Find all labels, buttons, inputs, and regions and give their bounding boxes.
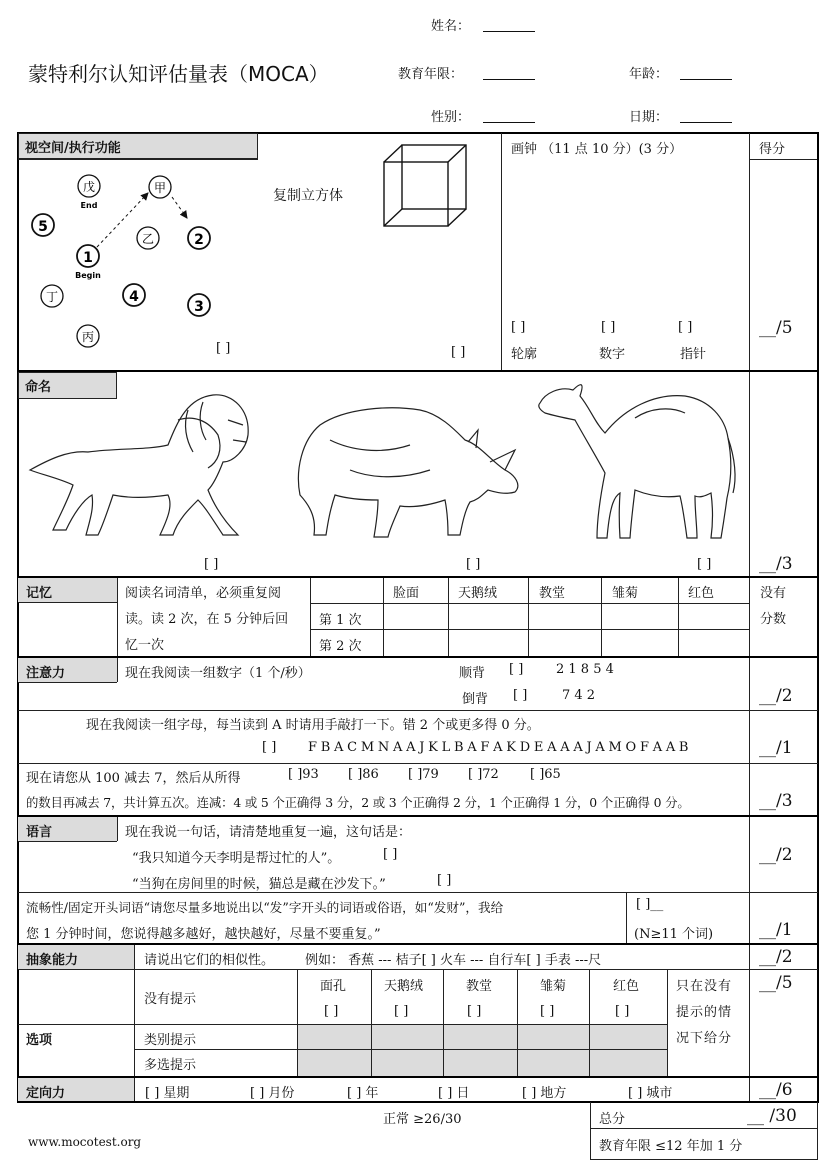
svg-text:乙: 乙 xyxy=(141,232,155,246)
recall-word-4: 雏菊 xyxy=(540,979,567,994)
multiple-hint: 多选提示 xyxy=(144,1058,197,1073)
normal-range: 正常 ≥26/30 xyxy=(383,1112,462,1127)
name-field[interactable] xyxy=(483,14,535,32)
memory-trial-1: 第 1 次 xyxy=(319,613,362,628)
memory-word-4: 雏菊 xyxy=(612,586,639,601)
fluency-score: __/1 xyxy=(759,920,793,940)
memory-no-score-2: 分数 xyxy=(760,612,787,627)
category-hint: 类别提示 xyxy=(144,1033,197,1048)
memory-word-5: 红色 xyxy=(688,586,715,601)
svg-text:3: 3 xyxy=(194,299,204,315)
recall-check-1[interactable]: [ ] xyxy=(324,1004,339,1019)
forward-label: 顺背 xyxy=(459,666,486,681)
sex-label: 性别： xyxy=(431,110,471,125)
serial7-line2: 的数目再减去 7，共计算五次。连减：4 或 5 个正确得 3 分，2 或 3 个正确得 2 分，1 个正确得 1 分，0 个正确得 0 分。 xyxy=(26,795,690,810)
age-label: 年龄： xyxy=(629,67,669,82)
sentence-1: “我只知道今天李明是帮过忙的人”。 xyxy=(132,851,341,866)
hint-shaded-area xyxy=(298,1025,667,1076)
svg-text:5: 5 xyxy=(38,219,48,235)
fluency-line2: 您 1 分钟时间，您说得越多越好，越快越好，尽量不要重复。” xyxy=(26,927,381,942)
orient-year[interactable]: [ ] 年 xyxy=(347,1086,379,1101)
letters-score: __/1 xyxy=(759,738,793,758)
memory-word-2: 天鹅绒 xyxy=(458,586,498,601)
svg-text:End: End xyxy=(80,201,98,210)
recall-note-3: 况下给分 xyxy=(676,1031,733,1046)
total-score: __ /30 xyxy=(747,1106,797,1126)
section-orientation: 定向力 xyxy=(26,1086,66,1101)
page-title: 蒙特利尔认知评估量表（MOCA） xyxy=(28,62,329,86)
section-abstraction: 抽象能力 xyxy=(26,953,79,968)
camel-image xyxy=(535,378,740,548)
serial7-86[interactable]: [ ]86 xyxy=(348,767,379,782)
fluency-check[interactable]: [ ]__ xyxy=(636,897,664,912)
recall-note-1: 只在没有 xyxy=(676,979,733,994)
section-language: 语言 xyxy=(26,825,53,840)
clock-item-hands: 指针 xyxy=(680,347,707,362)
section-visuospatial: 视空间/执行功能 xyxy=(18,133,258,159)
clock-check-hands[interactable]: [ ] xyxy=(678,320,693,335)
clock-check-contour[interactable]: [ ] xyxy=(511,320,526,335)
abstraction-example: 例如： 香蕉 --- 桔子[ ] 火车 --- 自行车[ ] 手表 ---尺 xyxy=(305,953,602,968)
letters-check[interactable]: [ ] xyxy=(262,740,277,755)
abstraction-instruction: 请说出它们的相似性。 xyxy=(144,953,275,968)
orient-day[interactable]: [ ] 星期 xyxy=(145,1086,190,1101)
fluency-note: (N≥11 个词) xyxy=(634,927,714,942)
section-memory: 记忆 xyxy=(26,586,53,601)
recall-word-1: 面孔 xyxy=(320,979,347,994)
clock-check-numbers[interactable]: [ ] xyxy=(601,320,616,335)
repeat-score: __/2 xyxy=(759,845,793,865)
forward-check[interactable]: [ ] xyxy=(509,662,524,677)
clock-item-contour: 轮廓 xyxy=(511,347,538,362)
serial7-line1: 现在请您从 100 减去 7，然后从所得 xyxy=(26,771,241,786)
trail-making-test xyxy=(22,165,252,360)
education-label: 教育年限： xyxy=(398,67,464,82)
visuospatial-score: __/5 xyxy=(759,318,793,338)
age-field[interactable] xyxy=(680,62,732,80)
serial7-79[interactable]: [ ]79 xyxy=(408,767,439,782)
recall-check-2[interactable]: [ ] xyxy=(394,1004,409,1019)
memory-instruction-2: 读。读 2 次，在 5 分钟后回 xyxy=(125,612,289,627)
orient-date[interactable]: [ ] 日 xyxy=(438,1086,470,1101)
svg-text:丙: 丙 xyxy=(81,330,95,344)
recall-check-5[interactable]: [ ] xyxy=(615,1004,630,1019)
backward-digits: 7 4 2 xyxy=(562,688,596,703)
fluency-line1: 流畅性/固定开头词语“请您尽量多地说出以“发”字开头的词语或俗语，如“发财”，我给 xyxy=(26,900,504,915)
date-field[interactable] xyxy=(680,105,732,123)
letters-sequence: F B A C M N A A J K L B A F A K D E A A A J A M O F A A B xyxy=(308,740,689,755)
naming-score: __/3 xyxy=(759,554,793,574)
svg-text:4: 4 xyxy=(129,289,139,305)
section-naming: 命名 xyxy=(18,372,117,399)
serial7-score: __/3 xyxy=(759,791,793,811)
orientation-score: __/6 xyxy=(759,1080,793,1100)
digits-score: __/2 xyxy=(759,686,793,706)
sentence-2: “当狗在房间里的时候，猫总是藏在沙发下。” xyxy=(132,877,386,892)
lion-image xyxy=(28,390,258,540)
name-label: 姓名： xyxy=(431,19,471,34)
sentence-1-check[interactable]: [ ] xyxy=(383,847,398,862)
memory-no-score-1: 没有 xyxy=(760,586,787,601)
date-label: 日期： xyxy=(629,110,669,125)
no-hint-label: 没有提示 xyxy=(144,992,197,1007)
serial7-72[interactable]: [ ]72 xyxy=(468,767,499,782)
svg-text:2: 2 xyxy=(194,232,204,248)
backward-check[interactable]: [ ] xyxy=(513,688,528,703)
memory-trial-2: 第 2 次 xyxy=(319,639,362,654)
orient-place[interactable]: [ ] 地方 xyxy=(522,1086,567,1101)
clock-item-numbers: 数字 xyxy=(599,347,626,362)
serial7-65[interactable]: [ ]65 xyxy=(530,767,561,782)
orient-month[interactable]: [ ] 月份 xyxy=(250,1086,295,1101)
rhino-image xyxy=(290,400,526,545)
recall-check-4[interactable]: [ ] xyxy=(540,1004,555,1019)
backward-label: 倒背 xyxy=(462,692,489,707)
education-bonus-note: 教育年限 ≤12 年加 1 分 xyxy=(599,1139,743,1154)
memory-word-1: 脸面 xyxy=(393,586,420,601)
letters-instruction: 现在我阅读一组字母，每当读到 A 时请用手敲打一下。错 2 个或更多得 0 分。 xyxy=(86,718,540,733)
memory-instruction-1: 阅读名词清单，必须重复阅 xyxy=(125,586,282,601)
total-label: 总分 xyxy=(599,1112,626,1127)
trail-checkbox[interactable]: [ ] xyxy=(216,341,231,356)
score-header: 得分 xyxy=(759,142,786,157)
recall-word-2: 天鹅绒 xyxy=(384,979,424,994)
naming-check-rhino[interactable]: [ ] xyxy=(466,557,481,572)
recall-note-2: 提示的情 xyxy=(676,1005,733,1020)
cube-figure xyxy=(380,140,472,232)
memory-instruction-3: 忆一次 xyxy=(125,638,165,653)
memory-word-3: 教堂 xyxy=(539,586,566,601)
orient-city[interactable]: [ ] 城市 xyxy=(628,1086,673,1101)
trail-node-wu: 戊 xyxy=(82,180,96,194)
abstraction-score: __/2 xyxy=(759,947,793,967)
sex-field[interactable] xyxy=(483,105,535,123)
naming-check-camel[interactable]: [ ] xyxy=(697,557,712,572)
naming-check-lion[interactable]: [ ] xyxy=(204,557,219,572)
sentence-2-check[interactable]: [ ] xyxy=(437,873,452,888)
recall-word-3: 教堂 xyxy=(466,979,493,994)
education-field[interactable] xyxy=(483,62,535,80)
svg-text:Begin: Begin xyxy=(75,271,101,280)
svg-text:丁: 丁 xyxy=(45,290,59,304)
cube-label: 复制立方体 xyxy=(273,188,343,204)
svg-text:甲: 甲 xyxy=(153,181,167,195)
language-instruction: 现在我说一句话，请清楚地重复一遍，这句话是： xyxy=(125,825,412,840)
recall-check-3[interactable]: [ ] xyxy=(467,1004,482,1019)
website: www.mocotest.org xyxy=(28,1135,142,1149)
forward-digits: 2 1 8 5 4 xyxy=(556,662,614,677)
recall-score: __/5 xyxy=(759,973,793,993)
options-label: 选项 xyxy=(26,1033,53,1048)
serial7-93[interactable]: [ ]93 xyxy=(288,767,319,782)
cube-checkbox[interactable]: [ ] xyxy=(451,345,466,360)
digits-instruction: 现在我阅读一组数字（1 个/秒） xyxy=(125,666,311,681)
recall-word-5: 红色 xyxy=(613,979,640,994)
section-attention: 注意力 xyxy=(26,666,66,681)
svg-text:1: 1 xyxy=(83,250,93,266)
clock-title: 画钟 （11 点 10 分）(3 分） xyxy=(511,142,683,157)
